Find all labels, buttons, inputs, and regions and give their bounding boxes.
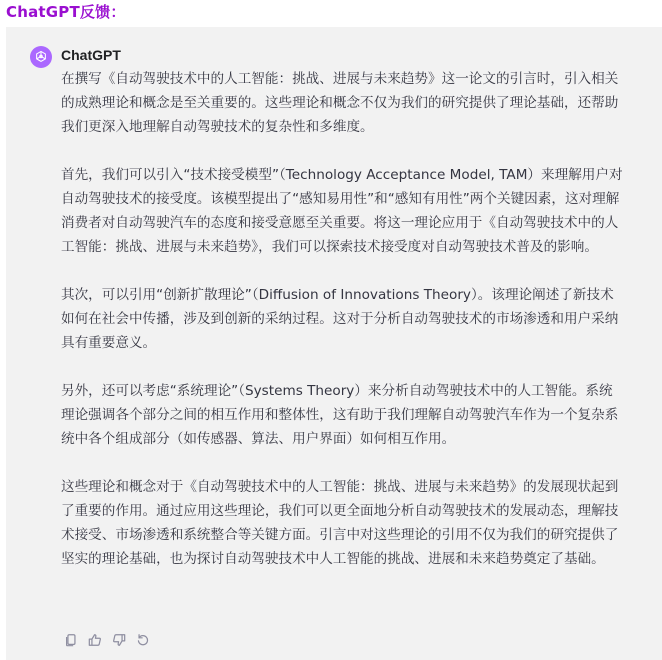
regenerate-button[interactable]: [135, 632, 151, 648]
copy-icon: [64, 633, 78, 647]
message-paragraph: 这些理论和概念对于《自动驾驶技术中的人工智能：挑战、进展与未来趋势》的发展现状起到了重要的作用。通过应用这些理论，我们可以更全面地分析自动驾驶技术的发展动态，理解技术接受、市场渗透和系统整合等关键方面。引言中对这些理论的引用不仅为我们的研究提供了坚实的理论基础，也为探讨自动驾驶技术中人工智能的挑战、进展和未来趋势奠定了基础。: [61, 479, 619, 567]
message-actions: [63, 632, 151, 648]
chat-message-panel: [6, 27, 662, 660]
openai-logo-icon: [34, 50, 48, 64]
message-paragraph: 另外，还可以考虑“系统理论”（Systems Theory）来分析自动驾驶技术中的人工智能。系统理论强调各个部分之间的相互作用和整体性，这有助于我们理解自动驾驶汽车作为一个复杂系统中各个组成部分（如传感器、算法、用户界面）如何相互作用。: [61, 383, 619, 447]
message-paragraph: 首先，我们可以引入“技术接受模型”（Technology Acceptance Model, TAM）来理解用户对自动驾驶技术的接受度。该模型提出了“感知易用性”和“感知有用性”两个关键因素，这对理解消费者对自动驾驶汽车的态度和接受意愿至关重要。将这一理论应用于《自动驾驶技术中的人工智能：挑战、进展与未来趋势》，我们可以探索技术接受度对自动驾驶技术普及的影响。: [61, 167, 623, 255]
message-body: [61, 67, 626, 595]
thumbs-up-button[interactable]: [87, 632, 103, 648]
speaker-name: ChatGPT: [61, 47, 121, 63]
thumbs-up-icon: [88, 633, 102, 647]
feedback-header-label: ChatGPT反馈：: [6, 3, 126, 21]
message-paragraph: 在撰写《自动驾驶技术中的人工智能：挑战、进展与未来趋势》这一论文的引言时，引入相关的成熟理论和概念是至关重要的。这些理论和概念不仅为我们的研究提供了理论基础，还帮助我们更深入地理解自动驾驶技术的复杂性和多维度。: [61, 71, 619, 135]
thumbs-down-icon: [112, 633, 126, 647]
message-paragraph: 其次，可以引用“创新扩散理论”（Diffusion of Innovations Theory）。该理论阐述了新技术如何在社会中传播，涉及到创新的采纳过程。这对于分析自动驾驶技术的市场渗透和用户采纳具有重要意义。: [61, 287, 619, 351]
thumbs-down-button[interactable]: [111, 632, 127, 648]
copy-button[interactable]: [63, 632, 79, 648]
chatgpt-avatar: [30, 46, 52, 68]
regenerate-icon: [136, 633, 150, 647]
